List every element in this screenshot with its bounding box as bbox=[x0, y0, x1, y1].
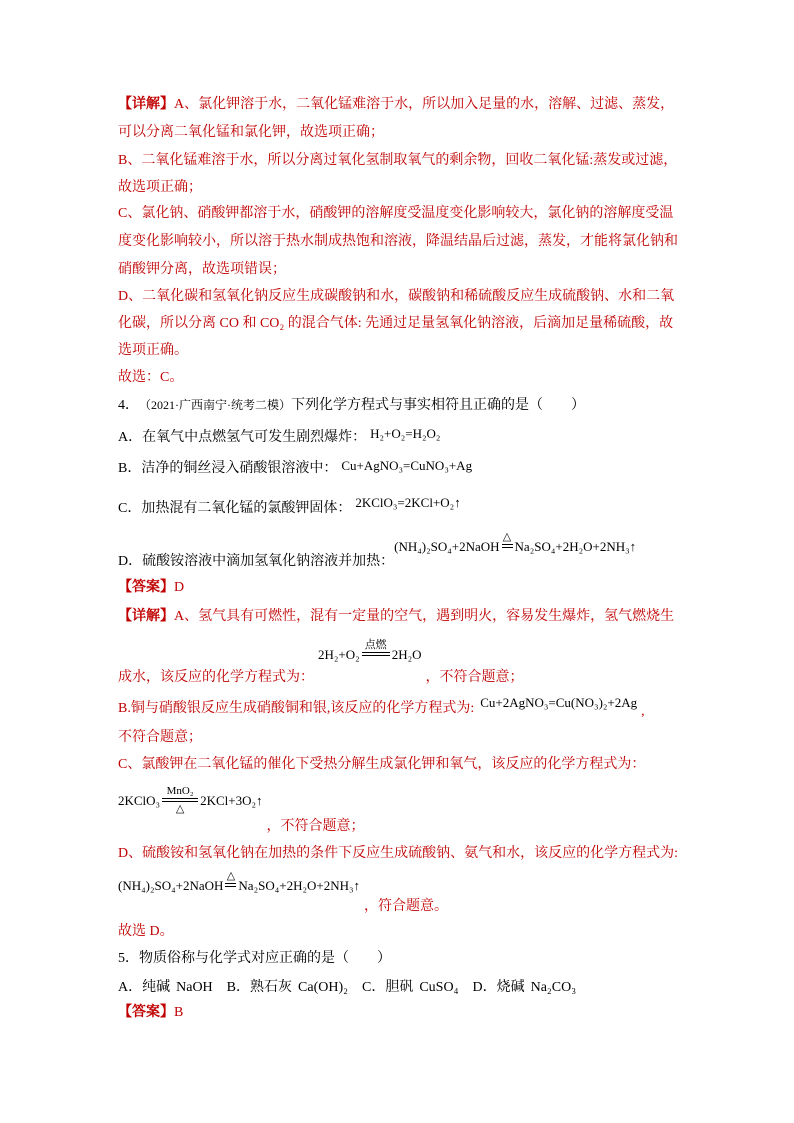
option-text: C．加热混有二氧化锰的氯酸钾固体： bbox=[118, 501, 352, 516]
option-equation: 2KClO₃=2KCl+O₂↑ bbox=[355, 495, 461, 510]
q3-explanation-line-9 bbox=[118, 314, 673, 334]
equation-right: Na₂SO₄+2H₂O+2NH₃↑ bbox=[514, 539, 637, 554]
answer-label: 【答案】 bbox=[118, 1005, 174, 1020]
equals-bar bbox=[162, 798, 198, 802]
explanation-label: 【详解】 bbox=[118, 97, 174, 112]
verdict-text: ，符合题意。 bbox=[364, 899, 449, 914]
conclusion-text: 故选：C。 bbox=[118, 370, 184, 385]
q3-explanation-line-8 bbox=[118, 287, 674, 307]
q4-answer bbox=[118, 578, 184, 598]
explanation-text: 可以分离二氧化锰和氯化钾，故选项正确； bbox=[118, 125, 384, 140]
q5-answer bbox=[118, 1003, 183, 1023]
explanation-text: 故选项正确； bbox=[118, 180, 202, 195]
option-label: B．熟石灰 bbox=[226, 980, 293, 995]
question-stem-text: 下列化学方程式与事实相符且正确的是（ ） bbox=[291, 398, 585, 413]
option-text: D．硫酸铵溶液中滴加氢氧化钠溶液并加热： bbox=[118, 554, 395, 569]
q4-explanation-b-line-1 bbox=[118, 695, 645, 719]
question-source: （2021·广西南宁·统考二模） bbox=[139, 398, 291, 412]
reaction-condition bbox=[162, 785, 198, 815]
question-number: 4． bbox=[118, 398, 139, 413]
question-5-options bbox=[118, 978, 576, 998]
option-a bbox=[118, 427, 440, 447]
q4-conclusion bbox=[118, 922, 174, 942]
equation-left: 2KClO₃ bbox=[118, 793, 161, 808]
question-stem-text: 5．物质俗称与化学式对应正确的是（ ） bbox=[118, 951, 391, 966]
answer-value: B bbox=[174, 1005, 184, 1020]
option-formula: NaOH bbox=[176, 980, 213, 995]
option-equation bbox=[394, 531, 637, 557]
q3-explanation-line-4 bbox=[118, 178, 202, 198]
option-b bbox=[227, 978, 348, 998]
option-d bbox=[472, 978, 576, 998]
equation-right: 2H₂O bbox=[391, 647, 422, 662]
equals-bar bbox=[502, 544, 513, 548]
q4-explanation-c-line-1 bbox=[118, 755, 645, 775]
explanation-text: 度变化影响较小，所以溶于热水制成热饱和溶液，降温结晶后过滤，蒸发，才能将氯化钠和 bbox=[118, 234, 678, 249]
reaction-equation: Cu+2AgNO₃=Cu(NO₃)₂+2Ag bbox=[480, 695, 638, 710]
verdict-text: 不符合题意； bbox=[118, 730, 202, 745]
q4-explanation-b-line-2 bbox=[118, 728, 202, 748]
explanation-text: 成水，该反应的化学方程式为： bbox=[118, 670, 314, 685]
heating-symbol: △ bbox=[175, 803, 185, 815]
q4-explanation-d-line-1 bbox=[118, 844, 678, 864]
explanation-text: 硝酸钾分离，故选项错误； bbox=[118, 262, 286, 277]
option-formula: Na₂CO₃ bbox=[530, 980, 577, 995]
verdict-text: ，不符合题意； bbox=[266, 819, 365, 834]
explanation-text: B、二氧化锰难溶于水，所以分离过氧化氢制取氧气的剩余物，回收二氧化锰:蒸发或过滤， bbox=[118, 153, 678, 168]
explanation-text: 选项正确。 bbox=[118, 343, 188, 358]
q3-explanation-line-7 bbox=[118, 260, 286, 280]
option-text: A．在氧气中点燃氢气可发生剧烈爆炸： bbox=[118, 430, 367, 445]
q3-explanation-line-1 bbox=[118, 95, 674, 115]
catalyst-label: MnO₂ bbox=[166, 785, 194, 797]
explanation-text: 化碳，所以分离 CO 和 CO₂ 的混合气体: 先通过足量氢氧化钠溶液，后滴加足量稀硫酸，故 bbox=[118, 316, 674, 331]
q3-conclusion bbox=[118, 368, 183, 388]
q3-explanation-line-2 bbox=[118, 123, 384, 143]
comma: , bbox=[641, 704, 645, 719]
option-equation: Cu+AgNO₃=CuNO₃+Ag bbox=[341, 458, 473, 473]
q4-explanation-d-line-2 bbox=[118, 870, 449, 916]
explanation-text: D、二氧化碳和氢氧化钠反应生成碳酸钠和水，碳酸钠和稀硫酸反应生成硫酸钠、水和二氧 bbox=[118, 289, 675, 304]
option-formula: CuSO₄ bbox=[419, 980, 459, 995]
reaction-condition bbox=[225, 870, 236, 890]
option-label: D．烧碱 bbox=[472, 980, 525, 995]
q3-explanation-line-10 bbox=[118, 341, 188, 361]
question-4-stem bbox=[118, 395, 585, 415]
option-d bbox=[118, 531, 637, 571]
q4-explanation-a-line-1 bbox=[118, 607, 674, 627]
explanation-text: A、氢气具有可燃性，混有一定量的空气，遇到明火，容易发生爆炸，氢气燃烧生 bbox=[174, 609, 675, 624]
question-5-stem bbox=[118, 949, 391, 969]
explanation-text: A、氯化钾溶于水，二氧化锰难溶于水，所以加入足量的水，溶解、过滤、蒸发， bbox=[174, 97, 675, 112]
equals-bar bbox=[362, 652, 390, 656]
equation-right: 2KCl+3O₂↑ bbox=[200, 793, 263, 808]
answer-label: 【答案】 bbox=[118, 580, 174, 595]
heating-symbol: △ bbox=[226, 870, 236, 882]
reaction-condition bbox=[502, 531, 513, 551]
explanation-text: B.铜与硝酸银反应生成硝酸铜和银,该反应的化学方程式为: bbox=[118, 701, 475, 716]
option-b bbox=[118, 458, 472, 478]
option-label: A．纯碱 bbox=[118, 980, 171, 995]
q4-explanation-a-line-2 bbox=[118, 639, 524, 687]
option-c bbox=[362, 978, 458, 998]
reaction-equation bbox=[118, 785, 263, 815]
equation-left: (NH₄)₂SO₄+2NaOH bbox=[394, 539, 500, 554]
option-equation: H₂+O₂=H₂O₂ bbox=[370, 426, 441, 441]
explanation-text: C、氯酸钾在二氧化锰的催化下受热分解生成氯化钾和氧气，该反应的化学方程式为： bbox=[118, 757, 646, 772]
option-c bbox=[118, 495, 461, 518]
explanation-text: C、氯化钠、硝酸钾都溶于水，硝酸钾的溶解度受温度变化影响较大，氯化钠的溶解度受温 bbox=[118, 206, 674, 221]
ignition-condition: 点燃 bbox=[364, 639, 387, 651]
option-a bbox=[118, 978, 213, 998]
q3-explanation-line-3 bbox=[118, 151, 677, 171]
option-label: C．胆矾 bbox=[362, 980, 414, 995]
explanation-label: 【详解】 bbox=[118, 609, 174, 624]
q3-explanation-line-6 bbox=[118, 232, 678, 252]
reaction-equation bbox=[318, 639, 422, 665]
reaction-equation bbox=[118, 870, 361, 896]
answer-value: D bbox=[174, 580, 185, 595]
equation-left: 2H₂+O₂ bbox=[318, 647, 360, 662]
heating-symbol: △ bbox=[502, 531, 512, 543]
option-text: B．洁净的铜丝浸入硝酸银溶液中： bbox=[118, 461, 338, 476]
equation-right: Na₂SO₄+2H₂O+2NH₃↑ bbox=[238, 878, 361, 893]
q3-explanation-line-5 bbox=[118, 204, 673, 224]
equals-bar bbox=[225, 883, 236, 887]
verdict-text: ，不符合题意； bbox=[425, 670, 524, 685]
explanation-text: D、硫酸铵和氢氧化钠在加热的条件下反应生成硫酸钠、氨气和水，该反应的化学方程式为: bbox=[118, 846, 678, 861]
equation-left: (NH₄)₂SO₄+2NaOH bbox=[118, 878, 224, 893]
q4-explanation-c-line-2 bbox=[118, 785, 365, 836]
option-formula: Ca(OH)₂ bbox=[298, 980, 348, 995]
reaction-condition bbox=[362, 639, 390, 659]
conclusion-text: 故选 D。 bbox=[118, 924, 174, 939]
